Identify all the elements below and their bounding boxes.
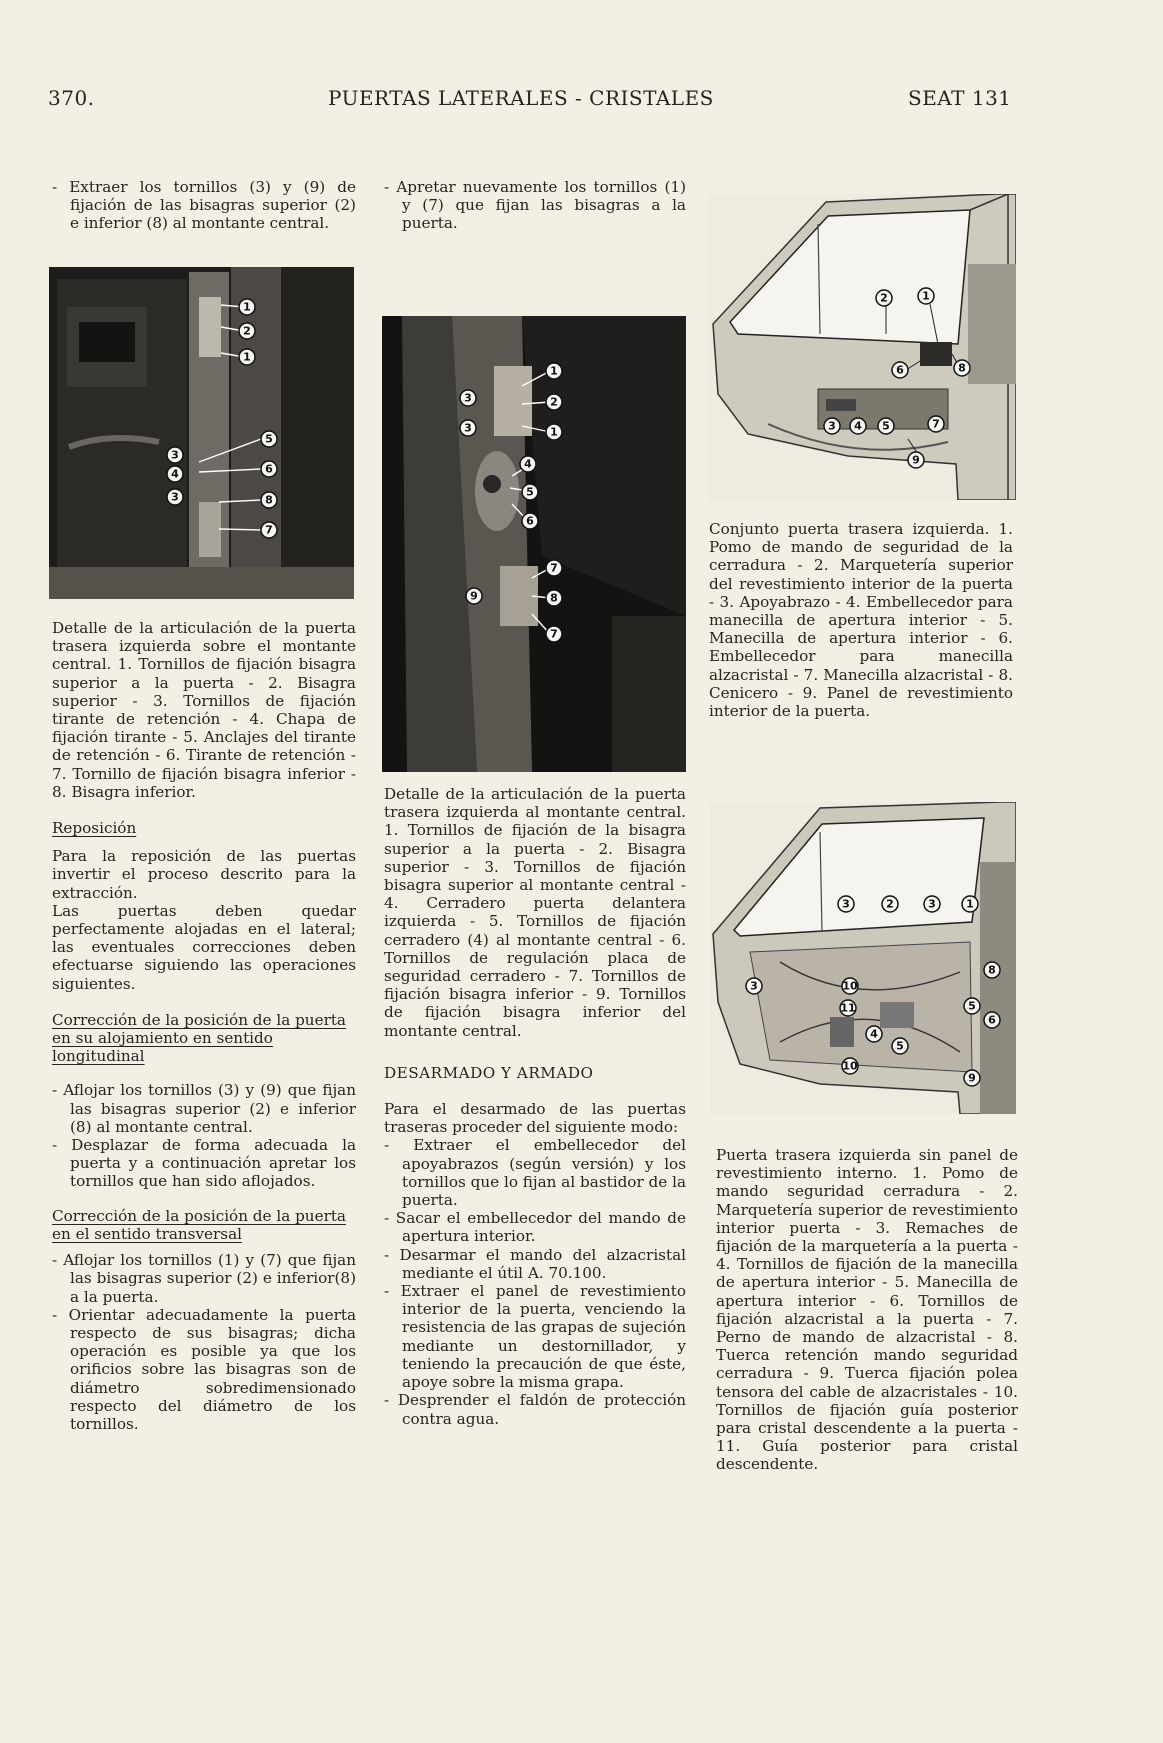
svg-text:8: 8	[988, 963, 996, 977]
svg-text:5: 5	[882, 419, 890, 433]
column-3-caption-1	[709, 520, 1013, 720]
svg-text:7: 7	[550, 627, 558, 641]
svg-text:9: 9	[470, 589, 478, 603]
figure-3-caption: Conjunto puerta trasera izquierda. 1. Pomo de mando de seguridad de la cerradura - 2. Marquetería superior del revestimiento interior de la puerta - 3. Apoyabrazo - 4. Embellecedor para manecilla de apertura interior - 5. Manecilla de apertura interior - 6. Embellecedor para manecilla alzacristal - 7. Manecilla alzacristal - 8. Cenicero - 9. Panel de revestimiento interior de la puerta.	[709, 520, 1013, 721]
svg-text:2: 2	[243, 324, 251, 338]
svg-text:3: 3	[464, 391, 472, 405]
column-2-body	[384, 785, 686, 1428]
svg-text:3: 3	[750, 979, 758, 993]
svg-text:3: 3	[171, 448, 179, 462]
svg-text:2: 2	[550, 395, 558, 409]
desarmado-heading: DESARMADO Y ARMADO	[384, 1063, 594, 1082]
svg-text:4: 4	[870, 1027, 878, 1041]
reposicion-paragraph-2: Las puertas deben quedar perfectamente alojadas en el lateral; las eventuales correcciones deben efectuarse siguiendo las operaciones siguientes.	[52, 901, 356, 993]
svg-text:3: 3	[464, 421, 472, 435]
desarmado-step-3: - Desarmar el mando del alzacristal mediante el útil A. 70.100.	[384, 1245, 686, 1282]
svg-text:4: 4	[524, 457, 532, 471]
page-number: 370.	[48, 86, 95, 110]
svg-text:3: 3	[842, 897, 850, 911]
svg-text:7: 7	[932, 417, 940, 431]
svg-text:7: 7	[550, 561, 558, 575]
figure-2-caption: Detalle de la articulación de la puerta trasera izquierda al montante central. 1. Tornillos de fijación de la bisagra superior a la puerta - 2. Bisagra superior - 3. Tornillos de fijación bisagra superior al montante central - 4. Cerradero puerta delantera izquierda - 5. Tornillos de fijación cerradero (4) al montante central - 6. Tornillos de regulación placa de seguridad cerradero - 7. Tornillos de fijación bisagra inferior - 9. Tornillos de fijación bisagra inferior del montante central.	[384, 785, 686, 1040]
column-1-body	[52, 619, 356, 1433]
svg-text:2: 2	[880, 291, 888, 305]
svg-text:1: 1	[550, 364, 558, 378]
column-2-intro	[384, 178, 686, 233]
svg-text:9: 9	[912, 453, 920, 467]
desarmado-step-2: - Sacar el embellecedor del mando de apertura interior.	[384, 1209, 686, 1246]
svg-text:1: 1	[243, 350, 251, 364]
svg-text:7: 7	[265, 523, 273, 537]
svg-text:1: 1	[550, 425, 558, 439]
figure-4-caption: Puerta trasera izquierda sin panel de revestimiento interno. 1. Pomo de mando seguridad cerradura - 2. Marquetería superior de revestimiento interior puerta - 3. Remaches de fijación de la marquetería a la puerta - 4. Tornillos de fijación de la manecilla de apertura interior - 5. Manecilla de apertura interior - 6. Tornillos de fijación alzacristal a la puerta - 7. Perno de mando de alzacristal - 8. Tuerca retención mando seguridad cerradura - 9. Tuerca fijación polea tensora del cable de alzacristales - 10. Tornillos de fijación guía posterior para cristal descendente a la puerta - 11. Guía posterior para cristal descendente.	[716, 1146, 1018, 1474]
svg-text:1: 1	[243, 300, 251, 314]
desarmado-step-1: - Extraer el embellecedor del apoyabrazos (según versión) y los tornillos que lo fijan al bastidor de la puerta.	[384, 1136, 686, 1210]
svg-text:6: 6	[265, 462, 273, 476]
desarmado-step-5: - Desprender el faldón de protección contra agua.	[384, 1391, 686, 1428]
figure-3-drawing	[708, 194, 1016, 500]
svg-text:5: 5	[265, 432, 273, 446]
svg-text:2: 2	[886, 897, 894, 911]
longitudinal-correction-heading: Corrección de la posición de la puerta en su alojamiento en sentido longitudinal	[52, 1010, 346, 1066]
svg-text:3: 3	[928, 897, 936, 911]
svg-text:5: 5	[526, 485, 534, 499]
page-title: PUERTAS LATERALES - CRISTALES	[328, 86, 714, 110]
figure-1-photo	[49, 267, 354, 599]
desarmado-intro: Para el desarmado de las puertas traseras proceder del siguiente modo:	[384, 1100, 686, 1137]
figure-4-drawing	[710, 802, 1016, 1114]
svg-text:3: 3	[828, 419, 836, 433]
svg-text:6: 6	[896, 363, 904, 377]
svg-text:4: 4	[854, 419, 862, 433]
svg-text:1: 1	[922, 289, 930, 303]
svg-text:8: 8	[958, 361, 966, 375]
svg-text:8: 8	[265, 493, 273, 507]
figure-1-caption: Detalle de la articulación de la puerta trasera izquierda sobre el montante central. 1. Tornillos de fijación bisagra superior a la puerta - 2. Bisagra superior - 3. Tornillos de fijación tirante de retención - 4. Chapa de fijación tirante - 5. Anclajes del tirante de retención - 6. Tirante de retención - 7. Tornillo de fijación bisagra inferior - 8. Bisagra inferior.	[52, 619, 356, 801]
longitudinal-step-1: - Aflojar los tornillos (3) y (9) que fijan las bisagras superior (2) e inferior (8) al montante central.	[52, 1081, 356, 1136]
svg-text:6: 6	[526, 514, 534, 528]
reposicion-paragraph-1: Para la reposición de las puertas invertir el proceso descrito para la extracción.	[52, 847, 356, 902]
svg-text:5: 5	[968, 999, 976, 1013]
svg-text:1: 1	[966, 897, 974, 911]
desarmado-step-4: - Extraer el panel de revestimiento interior de la puerta, venciendo la resistencia de las grapas de sujeción mediante un destornillador, y teniendo la precaución de que éste, apoye sobre la misma grapa.	[384, 1282, 686, 1392]
svg-text:9: 9	[968, 1071, 976, 1085]
svg-text:3: 3	[171, 490, 179, 504]
figure-2-photo	[382, 316, 686, 772]
svg-text:8: 8	[550, 591, 558, 605]
svg-text:5: 5	[896, 1039, 904, 1053]
transversal-step-1: - Aflojar los tornillos (1) y (7) que fijan las bisagras superior (2) e inferior(8) a la puerta.	[52, 1251, 356, 1306]
svg-text:10: 10	[842, 1059, 858, 1073]
column-1-intro	[52, 178, 356, 233]
svg-text:11: 11	[840, 1001, 856, 1015]
step-retighten-screws: - Apretar nuevamente los tornillos (1) y (7) que fijan las bisagras a la puerta.	[384, 178, 686, 233]
column-3-caption-2	[716, 1146, 1018, 1474]
svg-text:10: 10	[842, 979, 858, 993]
transversal-correction-heading: Corrección de la posición de la puerta en el sentido transversal	[52, 1206, 346, 1243]
reposicion-heading: Reposición	[52, 819, 137, 838]
svg-text:6: 6	[988, 1013, 996, 1027]
transversal-step-2: - Orientar adecuadamente la puerta respecto de sus bisagras; dicha operación es posible ya que los orificios sobre las bisagras son de diámetro sobredimensionado respecto del diámetro de los tornillos.	[52, 1305, 356, 1433]
step-extract-screws: - Extraer los tornillos (3) y (9) de fijación de las bisagras superior (2) e inferior (8) al montante central.	[52, 178, 356, 233]
vehicle-model: SEAT 131	[908, 86, 1012, 110]
longitudinal-step-2: - Desplazar de forma adecuada la puerta y a continuación apretar los tornillos que han sido aflojados.	[52, 1136, 356, 1191]
svg-text:4: 4	[171, 467, 179, 481]
